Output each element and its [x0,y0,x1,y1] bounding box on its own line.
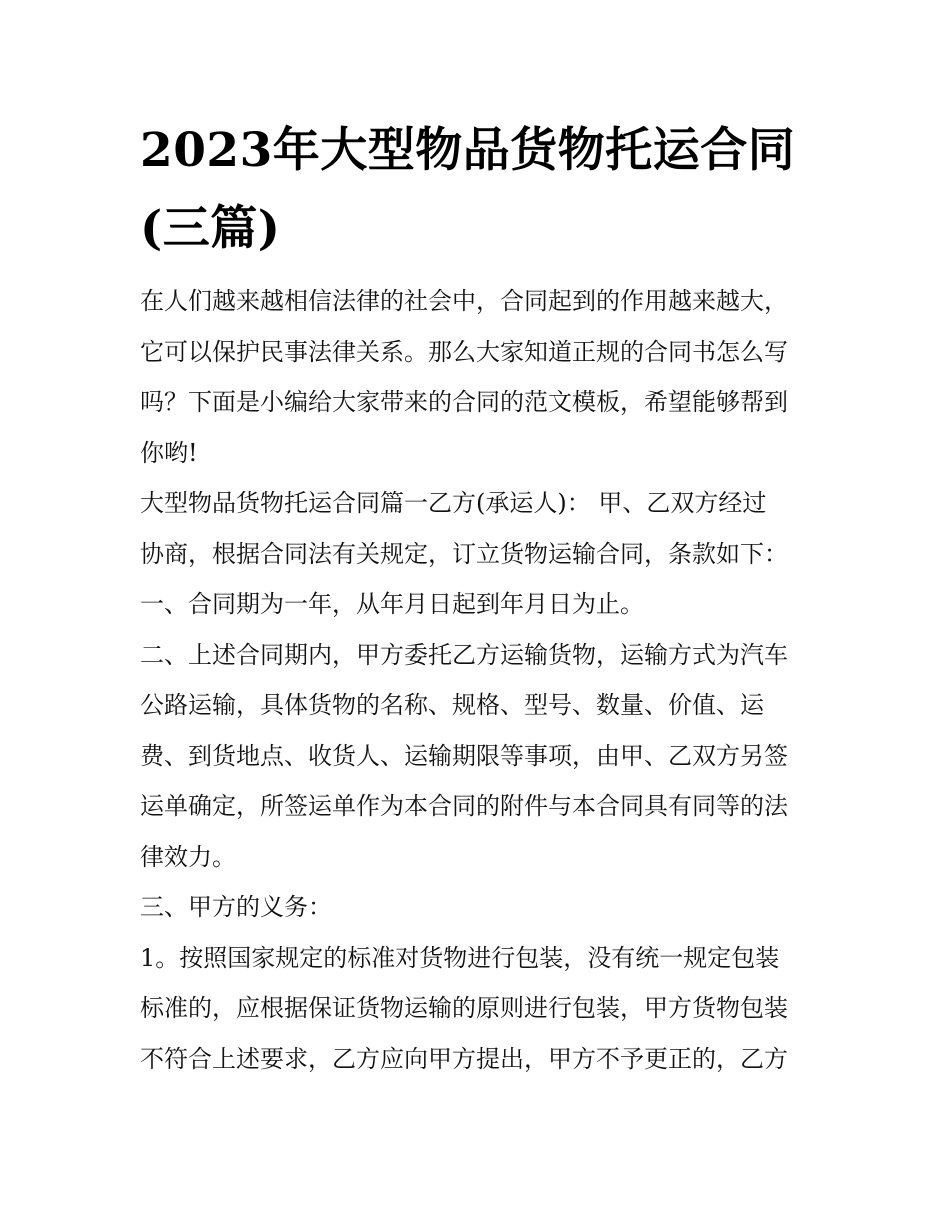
body-line: 吗？下面是小编给大家带来的合同的范文模板，希望能够帮到 [140,388,788,416]
body-line: 公路运输，具体货物的名称、规格、型号、数量、价值、运 [140,691,764,719]
body-line: 二、上述合同期内，甲方委托乙方运输货物，运输方式为汽车 [140,640,788,669]
body-line: 律效力。 [140,842,236,871]
body-line: 1。按照国家规定的标准对货物进行包装，没有统一规定包装 [140,943,780,972]
body-line: 一、合同期为一年，从年月日起到年月日为止。 [140,590,644,618]
body-line: 你哟! [140,438,198,467]
document-body [140,276,830,1084]
document-title [140,112,830,268]
body-line: 运单确定，所签运单作为本合同的附件与本合同具有同等的法 [140,792,788,820]
body-line: 它可以保护民事法律关系。那么大家知道正规的合同书怎么写 [140,337,788,366]
body-line: 费、到货地点、收货人、运输期限等事项，由甲、乙双方另签 [140,741,788,770]
body-line: 大型物品货物托运合同篇一乙方(承运人)： 甲、乙双方经过 [140,489,767,517]
body-line: 在人们越来越相信法律的社会中，合同起到的作用越来越大， [140,287,788,315]
body-line: 标准的，应根据保证货物运输的原则进行包装，甲方货物包装 [140,994,788,1022]
title-line: (三篇) [140,201,281,256]
body-line: 不符合上述要求，乙方应向甲方提出，甲方不予更正的，乙方 [140,1044,788,1073]
body-line: 协商，根据合同法有关规定，订立货物运输合同，条款如下： [140,539,788,568]
title-line: 2023年大型物品货物托运合同 [140,123,796,178]
body-line: 三、甲方的义务： [140,893,332,921]
